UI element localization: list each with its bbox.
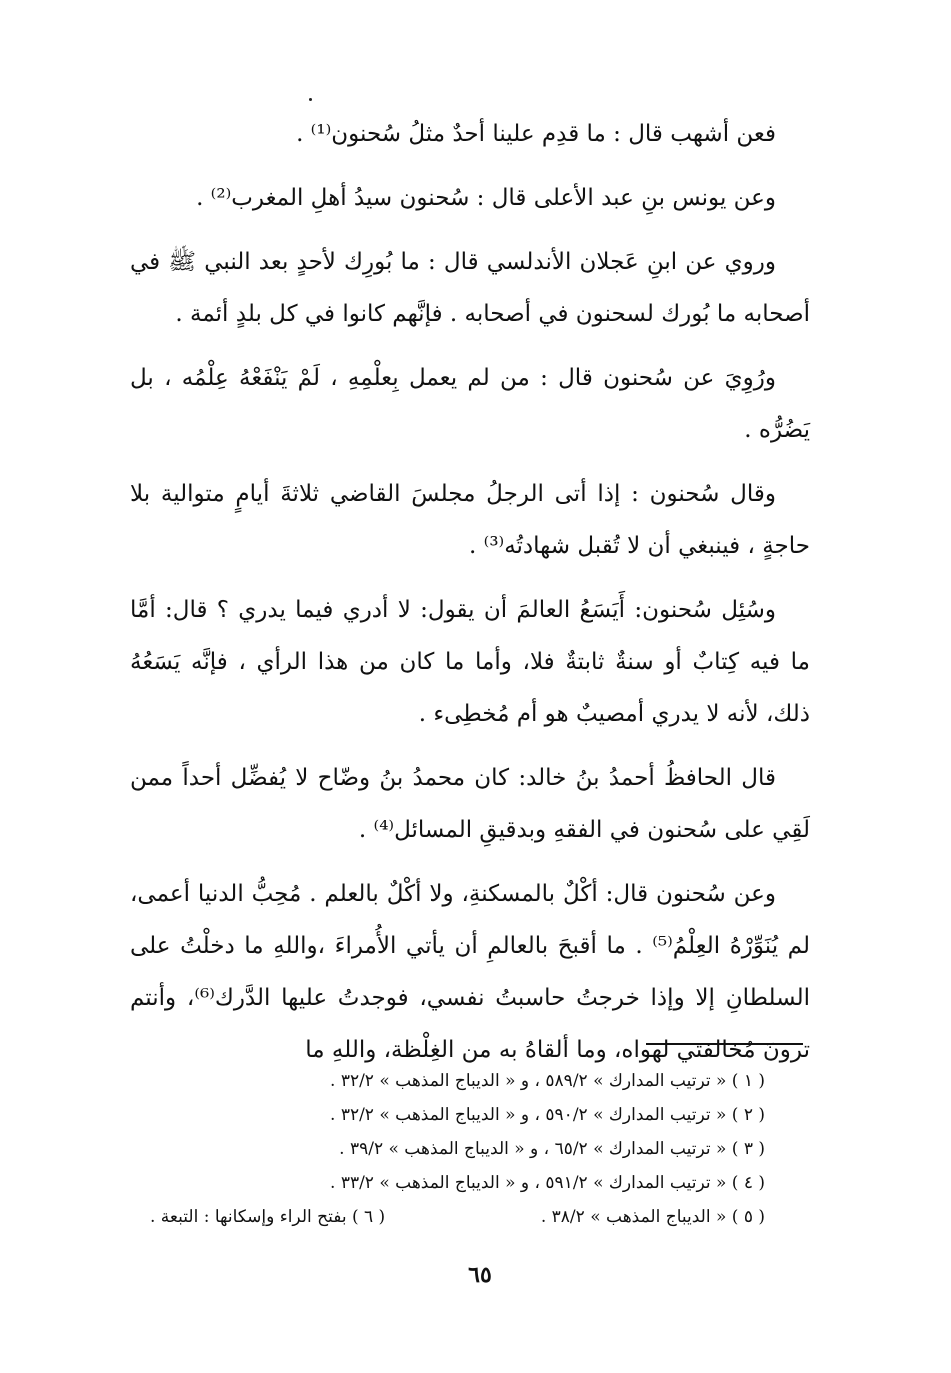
- footnote-1: ( ١ ) « ترتيب المدارك » ٥٨٩/٢ ، و « الديباج المذهب » ٣٢/٢ .: [330, 1071, 765, 1091]
- paragraph-7: قال الحافظُ أحمدُ بنُ خالد: كان محمدُ بنُ وضّاح لا يُفضِّل أحداً ممن لَقِي على سُحنون في الفقهِ وبدقيقِ المسائل⁽⁴⁾ .: [130, 765, 810, 843]
- footnote-6: ( ٦ ) بفتح الراء وإسكانها : التبعة .: [150, 1207, 386, 1227]
- footnote-4: ( ٤ ) « ترتيب المدارك » ٥٩١/٢ ، و « الديباج المذهب » ٣٣/٢ .: [330, 1173, 765, 1193]
- footnote-divider: [646, 1043, 803, 1045]
- paragraph-3: وروي عن ابنِ عَجلان الأندلسي قال : ما بُورِك لأحدٍ بعد النبي ﷺ في أصحابه ما بُورك لسحنون في أصحابه . فإنَّهم كانوا في كل بلدٍ أئمة .: [130, 249, 810, 327]
- paragraph-5: وقال سُحنون : إذا أتى الرجلُ مجلسَ القاضي ثلاثةَ أيامٍ متوالية بلا حاجةٍ ، فينبغي أن لا تُقبل شهادتُه⁽³⁾ .: [130, 481, 810, 559]
- footnote-3: ( ٣ ) « ترتيب المدارك » ٦٥/٢ ، و « الديباج المذهب » ٣٩/٢ .: [339, 1139, 765, 1159]
- paragraph-8: وعن سُحنون قال: أكْلٌ بالمسكنةِ، ولا أكْلٌ بالعلم . مُحِبُّ الدنيا أعمى، لم يُنَوِّرْهُ العِلْمُ⁽⁵⁾ . ما أقبحَ بالعالمِ أن يأتي الأُمراءَ ،واللهِ ما دخلْتُ على السلطانِ إلا وإذا خرجتُ حاسبتُ نفسي، فوجدتُ عليها الدَّرك⁽⁶⁾، وأنتم ترونَ مُخالفتي لهواه، وما ألقاهُ به من الغِلْظة، واللهِ ما: [130, 881, 810, 1063]
- footnote-2: ( ٢ ) « ترتيب المدارك » ٥٩٠/٢ ، و « الديباج المذهب » ٣٢/٢ .: [330, 1105, 765, 1125]
- paragraph-2: وعن يونس بنِ عبد الأعلى قال : سُحنون سيدُ أهلِ المغرب⁽²⁾ .: [196, 185, 776, 211]
- paragraph-1: فعن أشهب قال : ما قدِم علينا أحدٌ مثلُ سُحنون⁽¹⁾ .: [296, 121, 776, 147]
- page-number: ٦٥: [468, 1262, 492, 1288]
- top-dot: [309, 98, 312, 101]
- footnote-5: ( ٥ ) « الديباج المذهب » ٣٨/٢ .: [540, 1207, 765, 1227]
- paragraph-6: وسُئِل سُحنون: أَيَسَعُ العالمَ أن يقول: لا أدري فيما يدري ؟ قال: أمَّا ما فيه كِتابٌ أو سنةٌ ثابتةٌ فلا، وأما ما كان من هذا الرأي ، فإنَّه يَسَعُهُ ذلك، لأنه لا يدري أمصيبٌ هو أم مُخطِىء .: [130, 597, 810, 727]
- paragraph-4: ورُوِيَ عن سُحنون قال : من لم يعمل بِعلْمِهِ ، لَمْ يَنْفَعْهُ عِلْمُه ، بل يَضُرُّه .: [130, 365, 810, 443]
- footnote-row-5-6: [150, 1200, 765, 1234]
- main-text: [130, 108, 810, 1088]
- footnotes: [150, 1064, 765, 1234]
